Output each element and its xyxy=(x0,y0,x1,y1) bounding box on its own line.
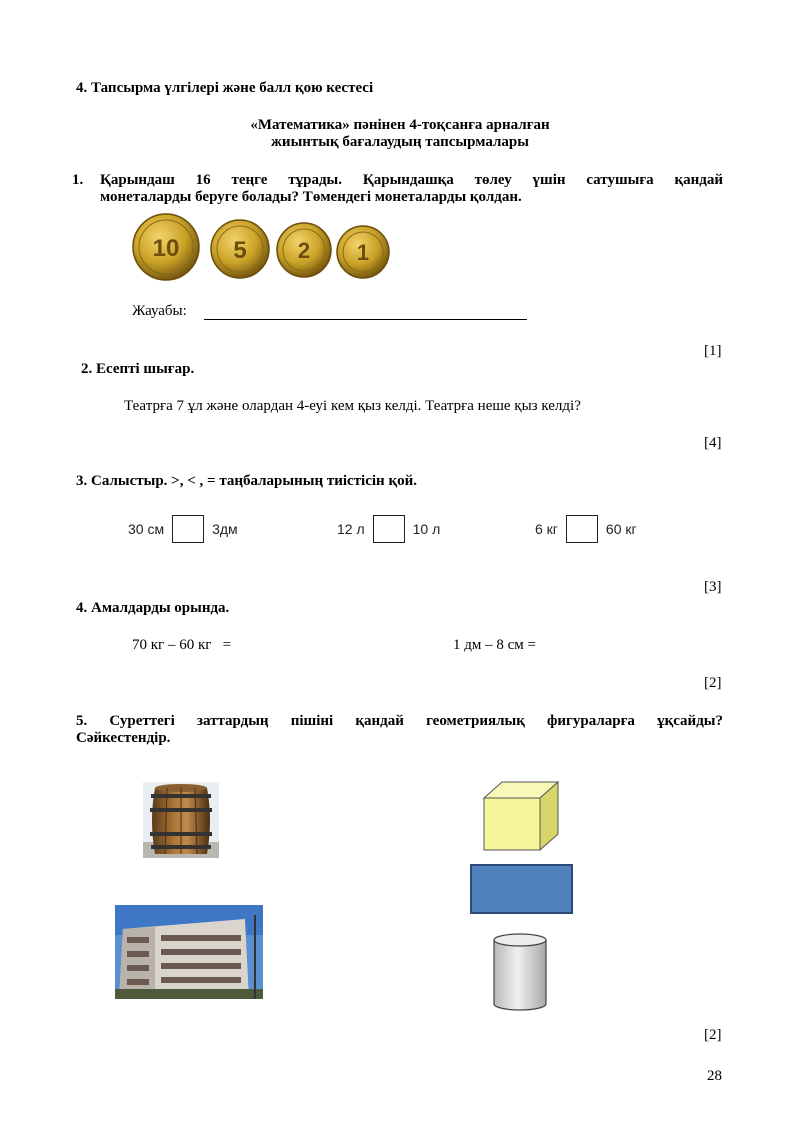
coin-5-icon xyxy=(211,220,269,278)
rectangle-icon xyxy=(470,864,573,914)
coins-image xyxy=(128,212,398,282)
compare-box-1[interactable] xyxy=(172,515,204,543)
coin-1-label: 1 xyxy=(356,240,370,265)
coin-5-label: 5 xyxy=(233,237,247,264)
q2-score: [4] xyxy=(704,435,722,451)
heading-line-2: жиынтық бағалаудың тапсырмалары xyxy=(271,134,529,150)
coin-10-label: 10 xyxy=(152,235,180,262)
cylinder-icon xyxy=(492,932,548,1012)
q1-number: 1. xyxy=(72,172,84,188)
barrel-image xyxy=(143,782,219,858)
q4-expression-1: 70 кг – 60 кг = xyxy=(132,637,232,653)
coin-10-icon xyxy=(133,214,199,280)
coin-2-label: 2 xyxy=(297,238,311,263)
compare-pair-3 xyxy=(535,515,637,543)
building-image xyxy=(115,905,263,999)
answer-label: Жауабы: xyxy=(132,303,187,319)
q5-line-1: 5. Суреттегі заттардың пішіні қандай геометриялық фигураларға ұқсайды? xyxy=(76,713,723,729)
q3-title: 3. Салыстыр. >, < , = таңбаларының тиістісін қой. xyxy=(76,473,417,489)
q4-score: [2] xyxy=(704,675,722,691)
q3-score: [3] xyxy=(704,579,722,595)
compare-box-2[interactable] xyxy=(373,515,405,543)
heading-line-1: «Математика» пәнінен 4-тоқсанға арналған xyxy=(250,117,550,133)
compare-left-3: 6 кг xyxy=(535,521,558,537)
compare-pair-2 xyxy=(337,515,440,543)
compare-right-1: 3дм xyxy=(212,521,238,537)
page-number: 28 xyxy=(707,1068,722,1084)
compare-left-2: 12 л xyxy=(337,521,365,537)
q4-title: 4. Амалдарды орында. xyxy=(76,600,230,616)
q5-line-2: Сәйкестендір. xyxy=(76,730,171,746)
compare-right-2: 10 л xyxy=(412,521,441,537)
coin-2-icon xyxy=(277,223,331,277)
compare-right-3: 60 кг xyxy=(605,521,637,537)
compare-left-1: 30 см xyxy=(128,521,165,537)
compare-box-3[interactable] xyxy=(566,515,598,543)
cube-icon xyxy=(482,780,560,852)
q4-expression-2: 1 дм – 8 см = xyxy=(453,637,536,653)
q1-line-2: монеталарды беруге болады? Төмендегі монеталарды қолдан. xyxy=(100,189,522,205)
answer-line[interactable] xyxy=(204,318,527,320)
compare-pair-1 xyxy=(128,515,238,543)
section-title: 4. Тапсырма үлгілері және балл қою кестесі xyxy=(76,80,374,96)
q2-title: 2. Есепті шығар. xyxy=(81,361,195,377)
coin-1-icon xyxy=(337,226,389,278)
q2-text: Театрға 7 ұл және олардан 4-еуі кем қыз келді. Театрға неше қыз келді? xyxy=(124,398,581,414)
q1-line-1: Қарындаш 16 теңге тұрады. Қарындашқа төлеу үшін сатушыға қандай xyxy=(100,172,723,188)
q1-score: [1] xyxy=(704,343,722,359)
q5-score: [2] xyxy=(704,1027,722,1043)
